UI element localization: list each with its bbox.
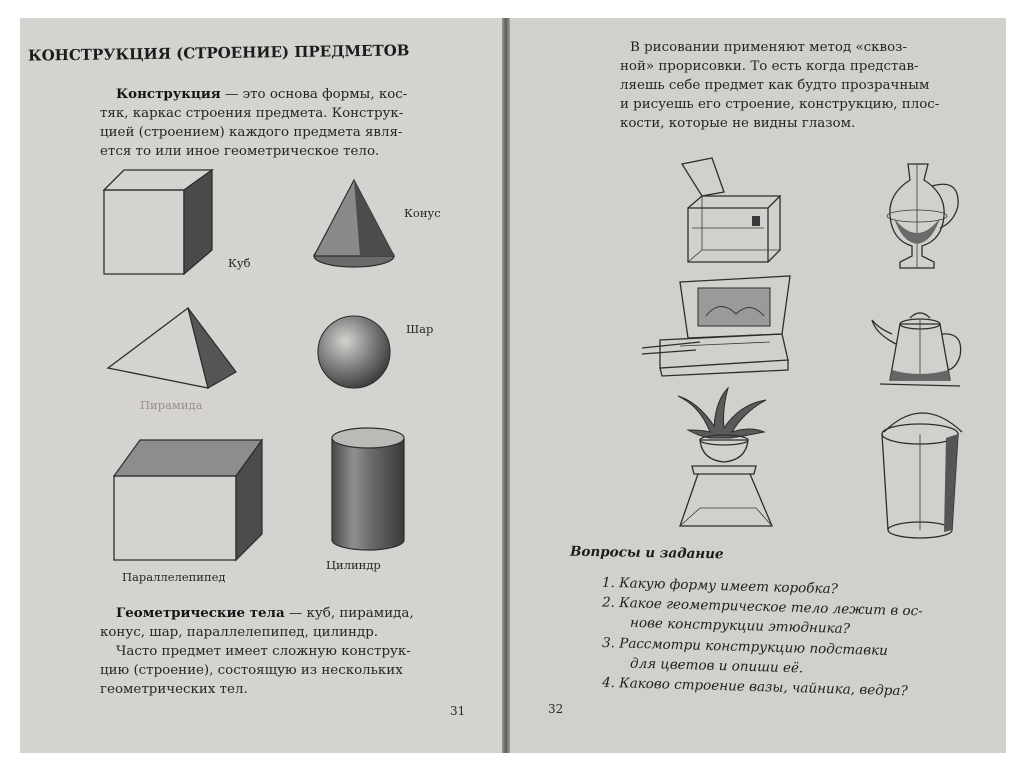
method-line: ной» прорисовки. То есть когда представ- [620,59,919,74]
question-3-cont [630,655,804,678]
page-number: 32 [548,702,564,716]
questions-title: Вопросы и задание [569,543,724,563]
vase-sketch [882,156,972,276]
question-number: 4. [601,674,616,692]
right-page [510,18,1006,753]
question-line: Каково строение вазы, чайника, ведра? [619,675,908,700]
summary-line: геометрических тел. [100,682,248,697]
question-line: Какое геометрическое тело лежит в ос- [619,595,923,620]
method-paragraph-cont [620,57,939,133]
method-line: кости, которые не видны глазом. [620,116,856,131]
summary-term: Геометрические тела [116,605,285,621]
question-line: нове конструкции этюдника? [629,614,851,638]
cylinder-label: Цилиндр [326,558,381,572]
sphere-drawing [316,314,396,394]
method-line: ляешь себе предмет как будто прозрачным [620,78,930,93]
intro-term: Конструкция [116,86,221,102]
pyramid-label: Пирамида [140,398,203,412]
cylinder-drawing [330,426,408,554]
question-line: Рассмотри конструкцию подставки [619,635,889,659]
book-spread [20,18,1006,753]
question-line: для цветов и опиши её. [629,655,804,677]
summary-paragraph-cont [100,623,411,699]
question-line: Какую форму имеет коробка? [619,575,839,598]
bucket-sketch [876,404,972,544]
method-paragraph [630,38,907,57]
cone-drawing [314,178,404,273]
method-line: и рисуешь его строение, конструкцию, плос- [620,97,940,112]
teapot-sketch [870,294,980,394]
cube-drawing [100,168,220,278]
method-line: В рисовании применяют метод «сквоз- [630,40,907,55]
flower-stand-sketch [670,386,790,536]
parallelepiped-drawing [112,438,267,563]
parallelepiped-label: Параллелепипед [122,570,226,584]
summary-line: цию (строение), состоящую из нескольких [100,663,403,678]
question-number: 2. [601,594,616,611]
pyramid-drawing [108,306,238,391]
summary-paragraph [116,604,414,623]
book-gutter [502,18,510,753]
cone-label: Конус [404,206,441,220]
question-number: 1. [601,574,616,592]
question-4 [602,674,908,701]
etude-box-sketch [640,276,800,381]
left-page [20,18,502,753]
sphere-label: Шар [406,322,434,336]
intro-paragraph [116,85,407,104]
intro-line: ется то или иное геометрическое тело. [100,144,380,159]
intro-line: цией (строением) каждого предмета явля- [100,125,403,140]
intro-paragraph-cont [100,104,403,161]
intro-line: — это основа формы, кос- [220,87,408,102]
question-number: 3. [601,635,616,652]
page-number: 31 [450,704,466,718]
summary-line: конус, шар, параллелепипед, цилиндр. [100,625,379,640]
page-title: КОНСТРУКЦИЯ (СТРОЕНИЕ) ПРЕДМЕТОВ [27,41,410,65]
cube-label: Куб [228,256,251,270]
box-sketch [668,158,788,268]
intro-line: тяк, каркас строения предмета. Конструк- [100,106,404,121]
summary-line: — куб, пирамида, [284,606,414,621]
summary-line: Часто предмет имеет сложную конструк- [116,644,411,659]
